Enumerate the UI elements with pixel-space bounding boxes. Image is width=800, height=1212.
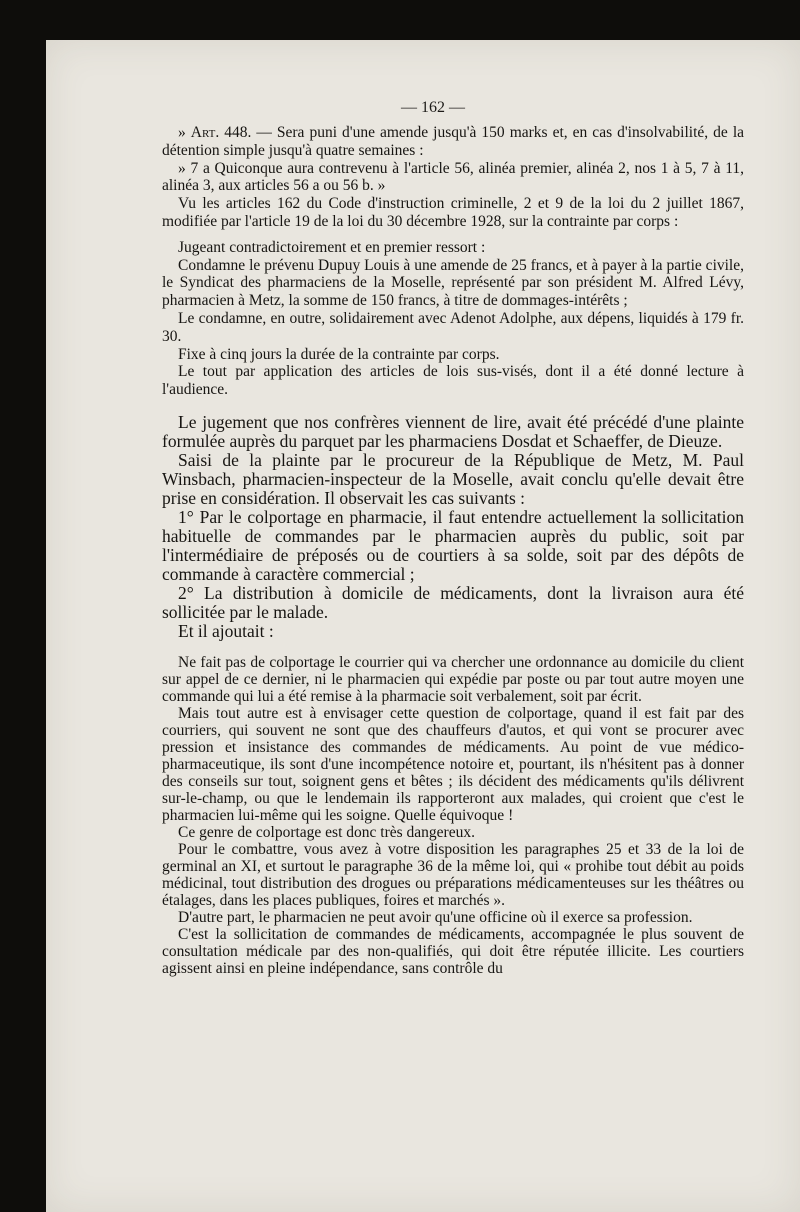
article-quote-mark: » bbox=[178, 124, 191, 141]
article-448-paragraph bbox=[162, 124, 744, 160]
article-text: 448. — Sera puni d'une amende jusqu'à 150 marks et, en cas d'insolvabilité, de la détention simple jusqu'à quatre semaines : bbox=[162, 124, 745, 159]
quoted-report-paragraph: Pour le combattre, vous avez à votre disposition les paragraphes 25 et 33 de la loi de germinal an XI, et surtout le paragraphe 36 de la même loi, qui « prohibe tout débit au poids médicinal, tout distribution des drogues ou préparations médicamenteuses sur les théâtres ou étalages, dans les places publiques, foires et marchés ». bbox=[162, 840, 744, 909]
quoted-report-paragraph: Ce genre de colportage est donc très dangereux. bbox=[178, 823, 475, 841]
judgment-paragraph: Fixe à cinq jours la durée de la contrainte par corps. bbox=[178, 345, 500, 363]
commentary-paragraph: 1° Par le colportage en pharmacie, il faut entendre actuellement la sollicitation habituelle de commandes par le pharmacien auprès du public, soit par l'intermédiaire de préposés ou de courtiers à sa solde, soit par des dépôts de commande à caractère commercial ; bbox=[162, 506, 744, 584]
article-label: Art. bbox=[190, 124, 220, 141]
judgment-paragraph: Le tout par application des articles de lois sus-visés, dont il a été donné lecture à l'audience. bbox=[162, 363, 744, 399]
commentary-paragraph: Le jugement que nos confrères viennent de lire, avait été précédé d'une plainte formulée auprès du parquet par les pharmaciens Dosdat et Schaeffer, de Dieuze. bbox=[162, 411, 744, 451]
page-body bbox=[162, 124, 744, 977]
law-paragraph: Vu les articles 162 du Code d'instruction criminelle, 2 et 9 de la loi du 2 juillet 1867, modifiée par l'article 19 de la loi du 30 décembre 1928, sur la contrainte par corps : bbox=[162, 195, 744, 230]
commentary-paragraph: 2° La distribution à domicile de médicaments, dont la livraison aura été sollicitée par le malade. bbox=[162, 582, 744, 622]
judgment-paragraph: Jugeant contradictoirement et en premier ressort : bbox=[178, 238, 486, 256]
quoted-report-paragraph: Mais tout autre est à envisager cette question de colportage, quand il est fait par des courriers, qui souvent ne sont que des chauffeurs d'autos, et qui vont se procurer avec pression et insistance des commandes de médicaments. Au point de vue médico-pharmaceutique, ils sont d'une incompétence notoire et, pourtant, ils n'hésitent pas à donner des conseils sur tout, soignent gens et bêtes ; ils décident des médicaments qu'ils délivrent sur-le-champ, ou que le lendemain ils rapporteront aux malades, qui croient que c'est le pharmacien lui-même qui les soigne. Quelle équivoque ! bbox=[162, 704, 744, 824]
commentary-paragraph: Saisi de la plainte par le procureur de la République de Metz, M. Paul Winsbach, pharmacien-inspecteur de la Moselle, avait conclu qu'elle devait être prise en considération. Il observait les cas suivants : bbox=[162, 449, 744, 508]
law-paragraph: » 7 a Quiconque aura contrevenu à l'article 56, alinéa premier, alinéa 2, nos 1 à 5, 7 à 11, alinéa 3, aux articles 56 a ou 56 b. » bbox=[162, 159, 744, 195]
quoted-report-paragraph: C'est la sollicitation de commandes de médicaments, accompagnée le plus souvent de consultation médicale par des non-qualifiés, qui doit être réputée illicite. Les courtiers agissent ainsi en pleine indépendance, sans contrôle du bbox=[162, 925, 744, 977]
judgment-paragraph: Condamne le prévenu Dupuy Louis à une amende de 25 francs, et à payer à la partie civile, le Syndicat des pharmaciens de la Moselle, représenté par son président M. Alfred Lévy, pharmacien à Metz, la somme de 150 francs, à titre de dommages-intérêts ; bbox=[162, 256, 744, 310]
document-page bbox=[46, 40, 800, 1212]
quoted-report-paragraph: D'autre part, le pharmacien ne peut avoir qu'une officine où il exerce sa profession. bbox=[178, 908, 693, 926]
judgment-paragraph: Le condamne, en outre, solidairement avec Adenot Adolphe, aux dépens, liquidés à 179 fr. 30. bbox=[162, 309, 744, 345]
commentary-paragraph: Et il ajoutait : bbox=[178, 620, 274, 641]
page-number: — 162 — bbox=[401, 99, 465, 116]
quoted-report-paragraph: Ne fait pas de colportage le courrier qui va chercher une ordonnance au domicile du client sur appel de ce dernier, ni le pharmacien qui expédie par poste ou par tout autre moyen une commande qui lui a été remise à la pharmacie soit verbalement, soit par écrit. bbox=[162, 653, 744, 705]
